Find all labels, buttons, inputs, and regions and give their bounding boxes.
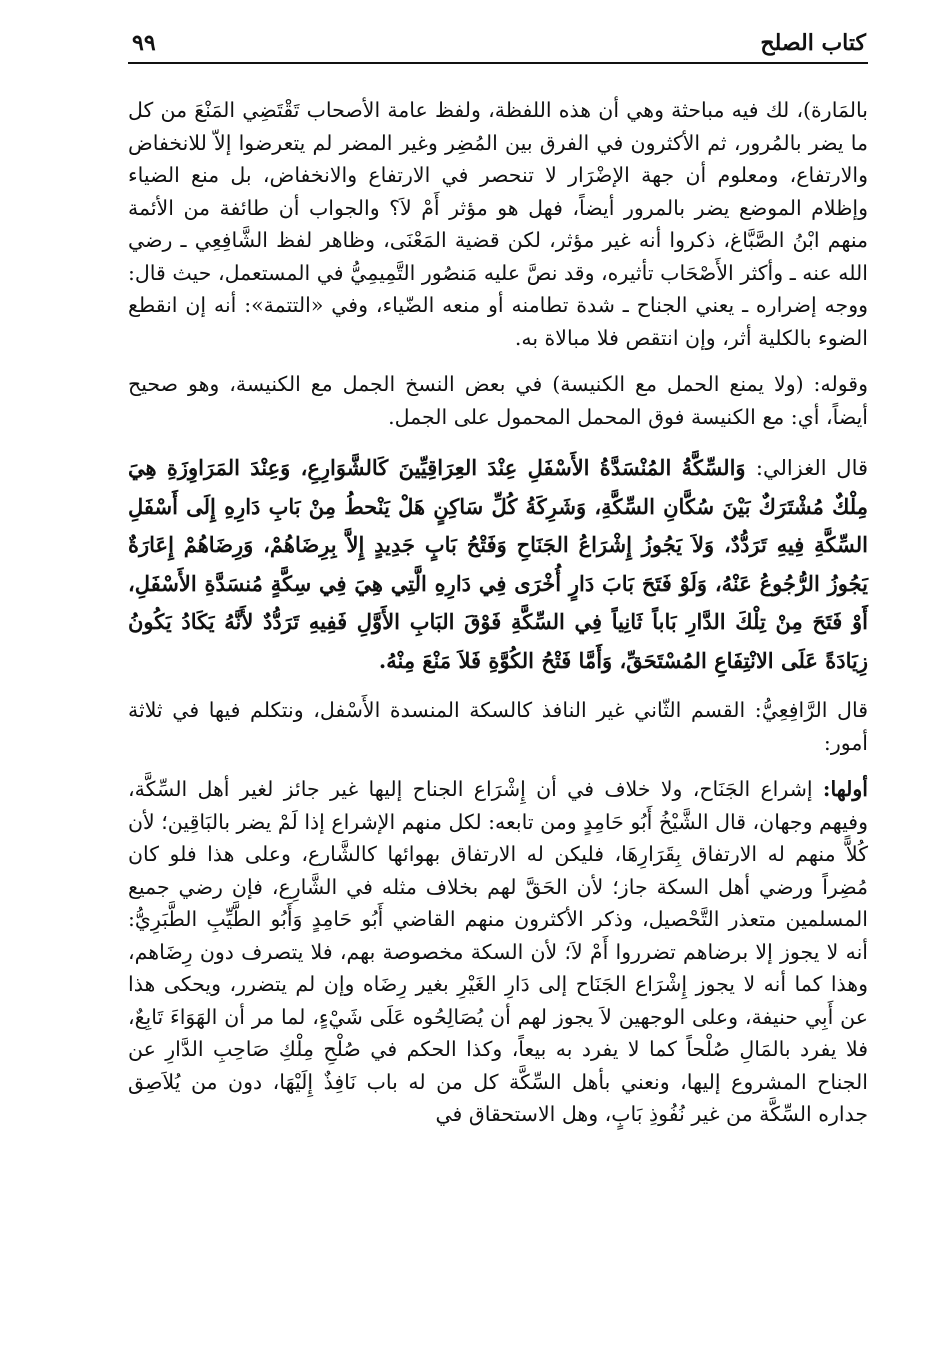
- book-title: كتاب الصلح: [760, 30, 866, 56]
- page-number: ٩٩: [132, 30, 156, 56]
- commentary-paragraph: [128, 773, 868, 1131]
- paragraph-lead: أولها:: [822, 777, 868, 801]
- commentary-paragraph: قال الرَّافِعِيُّ: القسم الثّاني غير النافذ كالسكة المنسدة الأَسْفل، ونتكلم فيها في ثلاثة أمور:: [128, 698, 868, 755]
- commentary-text: إشراع الجَنَاح، ولا خلاف في أن إِشْرَاع الجناح إليها غير جائز لغير أهل السِّكَّة، وفيهم وجهان، قال الشَّيْخُ أَبُو حَامِدٍ ومن تابعه: لكل منهم الإشراع إذا لَمْ يضر بالبَاقِين؛ لأن كُلاًّ منهم له الارتفاق بِقَرَارِهَا، فليكن له الارتفاق بهوائها كالشَّارع، وعلى هذا فلو كان مُضِراً ورضي أهل السكة جاز؛ لأن الحَقَّ لهم بخلاف مثله في الشَّارِع، فإن رضي جميع المسلمين متعذر التَّحْصيل، وذكر الأكثرون منهم القاضي أَبُو حَامِدٍ وَأَبُو الطَّيِّبِ الطَّبَرِيُّ: أنه لا يجوز إلا برضاهم تضرروا أَمْ لاَ؛ لأن السكة مخصوصة بهم، فلا يتصرف دون رِضَاهم، وهذا كما أنه لا يجوز إِشْرَاع الجَنَاح إلى دَارِ الغَيْرِ بغير رِضَاه وإن لم يتضرر، ويحكى هذا عن أَبِي حنيفة، وعلى الوجهين لاَ يجوز لهم أن يُصَالِحُوه عَلَى شَيْءٍ، لما مر أن الهَوَاءَ تَابِعٌ، فلا يفرد بالمَالِ صُلْحاً كما لا يفرد به بيعاً، وكذا الحكم في صُلْحِ مِلْكِ صَاحِبِ الدَّارِ عن الجناح المشروع إليها، ونعني بأهل السِّكَّة كل من له باب نَافِذٌ إِلَيْهَا، دون من يُلاَصِق جداره السِّكَّة من غير نُفُوذِ بَابٍ، وهل الاستحقاق في: [128, 777, 868, 1126]
- book-page: [128, 28, 868, 1131]
- paragraph-lead: قال الغزالي:: [755, 456, 869, 480]
- page-body: [128, 94, 868, 1131]
- commentary-paragraph: وقوله: (ولا يمنع الحمل مع الكنيسة) في بعض النسخ الجمل مع الكنيسة، وهو صحيح أيضاً، أي: مع الكنيسة فوق المحمل المحمول على الجمل.: [128, 372, 868, 429]
- running-header: [128, 28, 868, 64]
- matn-text: وَالسِّكَّةُ المُنْسَدَّةُ الأَسْفَلِ عِنْدَ العِرَاقِيِّينَ كَالشَّوَارِعِ، وَعِنْدَ المَرَاوِزَةِ هِيَ مِلْكٌ مُشْتَرَكٌ بَيْنَ سُكَّانِ السِّكَّةِ، وَشَرِكَةُ كُلِّ سَاكِنٍ هَلْ يَنْحطُ مِنْ بَابِ دَارِهِ إِلَى أَسْفَلِ السِّكَّةِ فِيهِ تَرَدُّدٌ، وَلاَ يَجُوزُ إِشْرَاعُ الجَنَاحِ وَفَتْحُ بَابٍ جَدِيدٍ إِلاَّ بِرِضَاهُمْ، وَرِضَاهُمْ إِعَارَةٌ يَجُوزُ الرُّجُوعُ عَنْهُ، وَلَوْ فَتَحَ بَابَ دَارٍ أُخْرَى فِي دَارِهِ الَّتِي هِيَ فِي سِكَّةٍ مُنسَدَّةِ الأَسْفَلِ، أَوْ فَتَحَ مِنْ تِلْكَ الدَّارِ بَاباً ثَانِياً فِي السِّكَّةِ فَوْقَ البَابِ الأَوَّلِ فَفِيهِ تَرَدُّدٌ لأَنَّهُ يَكَادُ يَكُونُ زِيَادَةً عَلَى الانْتِفَاعِ المُسْتَحَقِّ، وَأَمَّا فَتْحُ الكُوَّةِ فَلاَ مَنْعَ مِنْهُ.: [128, 455, 868, 673]
- matn-paragraph: [128, 449, 868, 680]
- commentary-paragraph: بالمَارة)، لك فيه مباحثة وهي أن هذه اللفظة، ولفظ عامة الأصحاب تَقْتَضِي المَنْعَ من كل ما يضر بالمُرور، ثم الأكثرون في الفرق بين المُضِر وغير المضر لم يتعرضوا إلاّ للانخفاض والارتفاع، ومعلوم أن جهة الإضْرَار لا تنحصر في الارتفاع والانخفاض، بل منع الضياء وإظلام الموضع يضر بالمرور أيضاً، فهل هو مؤثر أَمْ لاَ؟ والجواب أن طائفة من الأئمة منهم ابْنُ الصَّبَّاغ، ذكروا أنه غير مؤثر، لكن قضية المَعْنَى، وظاهر لفظ الشَّافِعِي ـ رضي الله عنه ـ وأكثر الأَصْحَاب تأثيره، وقد نصَّ عليه مَنصُور التَّمِيمِيُّ في المستعمل، حيث قال: ووجه إضراره ـ يعني الجناح ـ شدة تطامنه أو منعه الضّياء، وفي «التتمة»: أنه إن انقطع الضوء بالكلية أثر، وإن انتقص فلا مبالاة به.: [128, 98, 868, 350]
